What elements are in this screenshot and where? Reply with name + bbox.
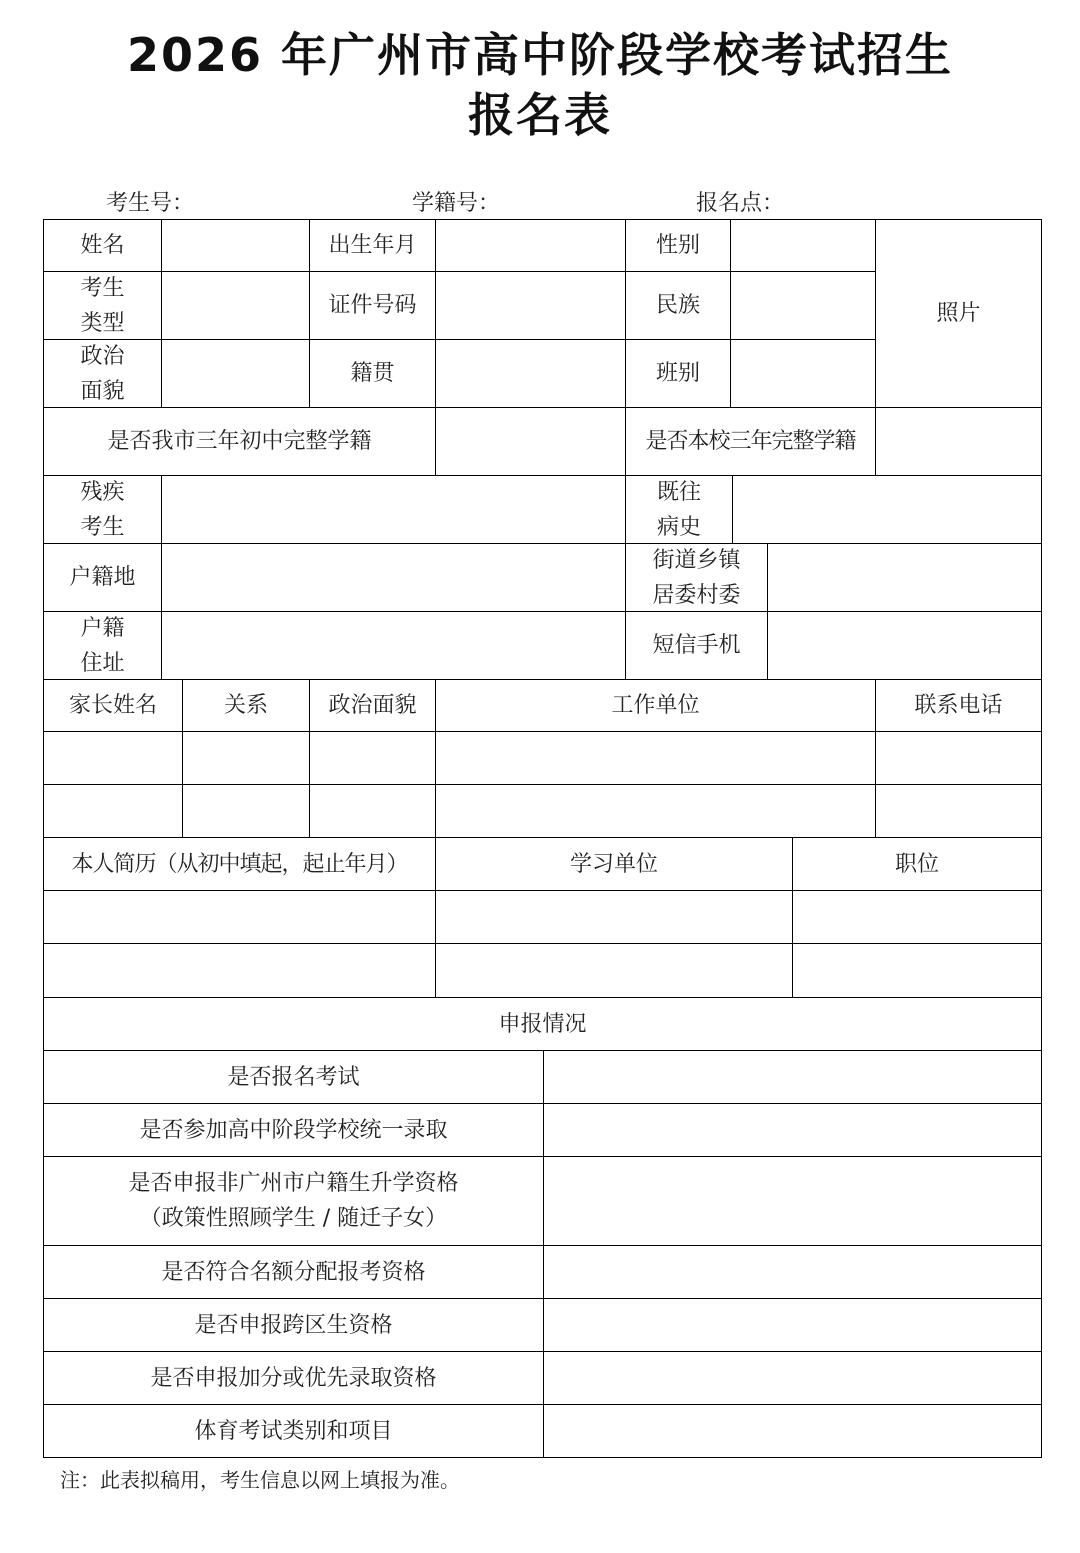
id-number-field[interactable] — [435, 271, 626, 340]
declaration-item-answer[interactable] — [543, 1156, 1042, 1246]
political-status-field[interactable] — [161, 339, 310, 408]
parent-political-cell[interactable] — [309, 731, 436, 785]
declaration-item-answer[interactable] — [543, 1103, 1042, 1157]
parent-political-cell[interactable] — [309, 784, 436, 838]
name-field[interactable] — [161, 219, 310, 272]
study-unit-cell[interactable] — [435, 943, 793, 998]
footnote: 注：此表拟稿用，考生信息以网上填报为准。 — [60, 1468, 460, 1492]
resume-period-cell[interactable] — [43, 943, 436, 998]
workplace-header: 工作单位 — [435, 679, 876, 732]
workplace-cell[interactable] — [435, 731, 876, 785]
declaration-item-label: 是否申报加分或优先录取资格 — [43, 1351, 544, 1405]
contact-phone-cell[interactable] — [875, 731, 1042, 785]
hukou-location-field[interactable] — [161, 543, 626, 612]
declaration-section-title: 申报情况 — [43, 997, 1042, 1051]
hukou-address-field[interactable] — [161, 611, 626, 680]
hukou-address-label: 户籍 住址 — [43, 611, 162, 680]
sms-phone-label: 短信手机 — [625, 611, 768, 680]
ethnicity-label: 民族 — [625, 271, 731, 340]
school-enrollment-label: 是否本校三年完整学籍 — [625, 407, 876, 476]
gender-label: 性别 — [625, 219, 731, 272]
declaration-item-label: 体育考试类别和项目 — [43, 1404, 544, 1458]
city-enrollment-label: 是否我市三年初中完整学籍 — [43, 407, 436, 476]
position-cell[interactable] — [792, 890, 1042, 944]
position-header: 职位 — [792, 837, 1042, 891]
candidate-type-field[interactable] — [161, 271, 310, 340]
disabled-candidate-field[interactable] — [161, 475, 626, 544]
registration-point-label: 报名点： — [696, 191, 785, 216]
hukou-location-label: 户籍地 — [43, 543, 162, 612]
parent-name-cell[interactable] — [43, 731, 183, 785]
contact-phone-header: 联系电话 — [875, 679, 1042, 732]
relationship-cell[interactable] — [182, 731, 310, 785]
class-field[interactable] — [730, 339, 876, 408]
parent-political-header: 政治面貌 — [309, 679, 436, 732]
sms-phone-field[interactable] — [767, 611, 1042, 680]
declaration-item-answer[interactable] — [543, 1404, 1042, 1458]
declaration-item-answer[interactable] — [543, 1298, 1042, 1352]
form-title-line2: 报名表 — [468, 88, 612, 142]
medical-history-field[interactable] — [732, 475, 1042, 544]
city-enrollment-field[interactable] — [435, 407, 626, 476]
parent-name-header: 家长姓名 — [43, 679, 183, 732]
study-unit-header: 学习单位 — [435, 837, 793, 891]
position-cell[interactable] — [792, 943, 1042, 998]
school-enrollment-field[interactable] — [875, 407, 1042, 476]
declaration-item-answer[interactable] — [543, 1351, 1042, 1405]
native-place-label: 籍贯 — [309, 339, 436, 408]
declaration-item-answer[interactable] — [543, 1050, 1042, 1104]
exam-number-label: 考生号： — [106, 191, 195, 216]
resume-period-cell[interactable] — [43, 890, 436, 944]
workplace-cell[interactable] — [435, 784, 876, 838]
candidate-type-label: 考生 类型 — [43, 271, 162, 340]
ethnicity-field[interactable] — [730, 271, 876, 340]
name-label: 姓名 — [43, 219, 162, 272]
form-title-line1: 2026 年广州市高中阶段学校考试招生 — [126, 28, 954, 82]
disabled-candidate-label: 残疾 考生 — [43, 475, 162, 544]
medical-history-label: 既往 病史 — [625, 475, 733, 544]
contact-phone-cell[interactable] — [875, 784, 1042, 838]
declaration-item-label: 是否参加高中阶段学校统一录取 — [43, 1103, 544, 1157]
parent-name-cell[interactable] — [43, 784, 183, 838]
photo-box[interactable]: 照片 — [875, 219, 1042, 408]
street-committee-field[interactable] — [767, 543, 1042, 612]
id-number-label: 证件号码 — [309, 271, 436, 340]
relationship-header: 关系 — [182, 679, 310, 732]
gender-field[interactable] — [730, 219, 876, 272]
declaration-item-label: 是否申报非广州市户籍生升学资格 （政策性照顾学生 / 随迁子女） — [43, 1156, 544, 1246]
street-committee-label: 街道乡镇 居委村委 — [625, 543, 768, 612]
relationship-cell[interactable] — [182, 784, 310, 838]
birth-label: 出生年月 — [309, 219, 436, 272]
resume-period-header: 本人简历（从初中填起，起止年月） — [43, 837, 436, 891]
declaration-item-label: 是否报名考试 — [43, 1050, 544, 1104]
class-label: 班别 — [625, 339, 731, 408]
declaration-item-label: 是否申报跨区生资格 — [43, 1298, 544, 1352]
political-status-label: 政治 面貌 — [43, 339, 162, 408]
birth-field[interactable] — [435, 219, 626, 272]
declaration-item-answer[interactable] — [543, 1245, 1042, 1299]
student-id-label: 学籍号： — [412, 191, 501, 216]
study-unit-cell[interactable] — [435, 890, 793, 944]
declaration-item-label: 是否符合名额分配报考资格 — [43, 1245, 544, 1299]
native-place-field[interactable] — [435, 339, 626, 408]
